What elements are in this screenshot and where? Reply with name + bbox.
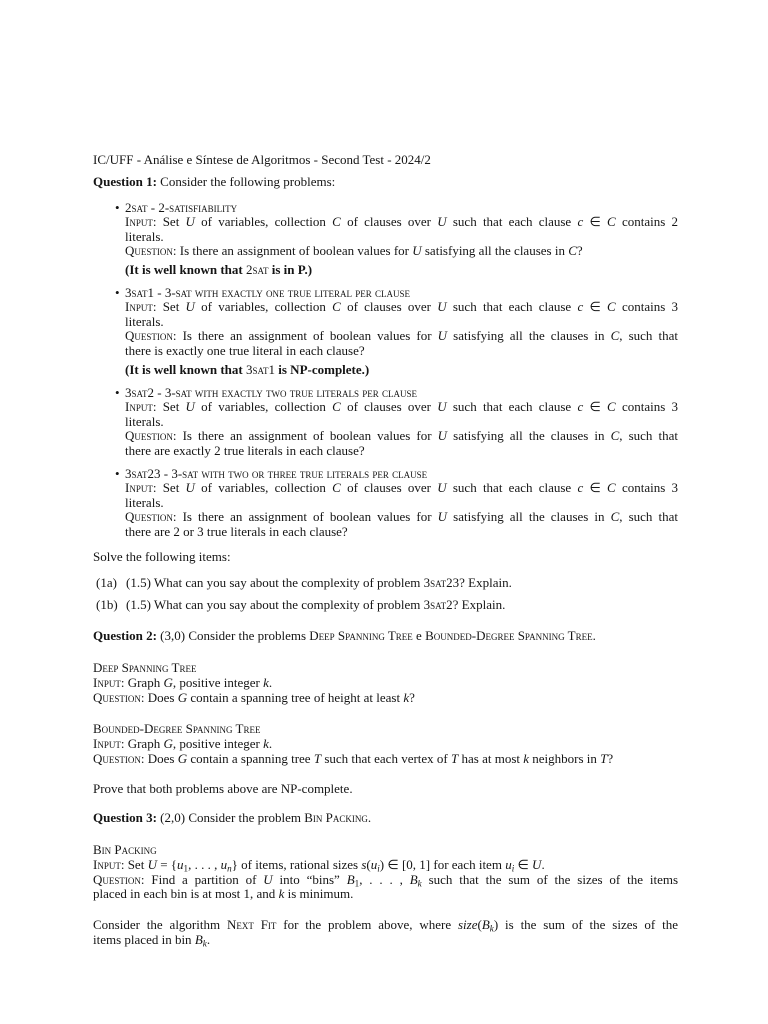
math-symbol: C <box>610 509 620 525</box>
text-run: items placed in bin <box>93 931 195 947</box>
small-caps-text: 3sat2 <box>423 597 453 613</box>
text-run: such that each clause <box>446 299 578 315</box>
problem-text-line <box>125 344 678 359</box>
text-run: contains 3 <box>615 480 679 496</box>
problem-text-line <box>125 444 678 459</box>
text-run: } of items, rational sizes <box>231 856 362 872</box>
text-run: of clauses over <box>340 480 438 496</box>
text-run: ∈ <box>514 856 533 872</box>
problem-question-line <box>125 429 678 444</box>
text-run: ∈ <box>583 214 608 230</box>
small-caps-text: Bin Packing <box>93 842 157 858</box>
text-run: contain a spanning tree of height at least <box>187 689 404 705</box>
math-symbol: c <box>577 480 584 496</box>
text-run: Set <box>156 299 186 315</box>
problem-item <box>93 467 678 540</box>
math-symbol: U <box>185 399 195 415</box>
text-run: . <box>268 675 273 691</box>
subscript: 1 <box>354 878 360 889</box>
text-run: Is there an assignment of boolean values for <box>176 509 438 525</box>
subscript: n <box>227 863 232 874</box>
text-run: ∈ <box>583 399 608 415</box>
small-caps-text: 3sat1 <box>246 361 276 377</box>
math-symbol: G <box>177 750 188 766</box>
document-header: IC/UFF - Análise e Síntese de Algoritmos - Second Test - 2024/2 <box>93 152 431 167</box>
text-run: = { <box>156 856 178 872</box>
text-run: of variables, collection <box>194 214 333 230</box>
text-run: e <box>412 628 426 644</box>
small-caps-text: Bin Packing <box>304 810 368 826</box>
math-symbol: T <box>451 750 459 766</box>
math-symbol: B <box>194 931 203 947</box>
math-symbol: T <box>600 750 608 766</box>
paragraph-line <box>93 933 678 948</box>
text-run: ∈ <box>583 299 608 315</box>
small-caps-text: Question: <box>125 428 177 444</box>
math-symbol: u <box>370 856 378 872</box>
problem-text-line <box>125 230 678 245</box>
question-intro <box>157 810 371 825</box>
text-run: Consider the algorithm <box>93 917 227 933</box>
text-run: . <box>268 736 273 752</box>
text-run: literals. <box>125 494 164 510</box>
problem-item <box>93 201 678 278</box>
subscript: k <box>489 923 494 934</box>
math-symbol: U <box>437 399 447 415</box>
math-symbol: C <box>332 480 341 496</box>
text-run: has at most <box>458 750 524 766</box>
sub-question-1a <box>93 576 678 591</box>
math-symbol: U <box>437 328 448 344</box>
math-symbol: U <box>147 856 157 872</box>
small-caps-text: Input: <box>125 399 157 415</box>
text-run: satisfying all the clauses in <box>447 328 611 344</box>
text-run: there is exactly one true literal in each clause? <box>125 343 365 358</box>
math-symbol: k <box>263 736 269 752</box>
text-run: Set <box>156 480 186 496</box>
text-run: ) is the sum of the sizes of the <box>493 917 678 933</box>
paragraph-line <box>93 918 678 933</box>
problem-name <box>125 386 678 401</box>
text-run: , such that <box>619 428 679 444</box>
problem-definition <box>93 722 678 766</box>
problem-item <box>93 286 678 378</box>
problem-name <box>125 286 678 301</box>
small-caps-text: Input: <box>93 856 125 872</box>
question-1-heading <box>93 175 678 190</box>
small-caps-text: 2sat <box>246 261 269 277</box>
problem-question-line <box>93 691 678 706</box>
problem-input-line <box>125 481 678 496</box>
question-3-heading <box>93 811 678 826</box>
math-symbol: U <box>185 299 195 315</box>
math-symbol: u <box>505 856 512 872</box>
small-caps-text: 3sat23 - 3-sat with two or three true literals per clause <box>125 465 428 481</box>
math-symbol: k <box>523 750 530 766</box>
small-caps-text: Input: <box>125 214 157 230</box>
math-symbol: B <box>409 871 418 887</box>
text-run: . <box>592 628 596 644</box>
text-run: neighbors in <box>529 750 601 766</box>
math-symbol: U <box>185 480 195 496</box>
text-run: , positive integer <box>172 675 264 691</box>
instructions-text: Solve the following items: <box>93 548 231 564</box>
text-run: , such that <box>619 509 679 525</box>
problem-text-line <box>93 887 678 902</box>
text-run: such that each vertex of <box>321 750 452 766</box>
problem-text-line <box>125 525 678 540</box>
text-run: of clauses over <box>340 214 438 230</box>
text-run: Consider the following problems: <box>156 173 336 189</box>
small-caps-text: 2sat - 2-satisfiability <box>125 199 238 215</box>
small-caps-text: Question: <box>93 689 145 705</box>
problem-note <box>125 263 678 278</box>
problem-definition <box>93 661 678 705</box>
text-run: (1.5) What can you say about the complexity of problem <box>126 574 424 590</box>
text-run: such that the sum of the sizes of the items <box>421 871 679 887</box>
small-caps-text: Question: <box>125 509 177 525</box>
small-caps-text: Question: <box>93 750 145 766</box>
small-caps-text: Deep Spanning Tree <box>309 628 413 644</box>
math-symbol: U <box>532 856 542 872</box>
problem-name <box>125 467 678 482</box>
text-run: ) ∈ [0, 1] for each item <box>379 856 506 872</box>
text-run: ( <box>477 917 482 933</box>
text-run: such that each clause <box>446 214 578 230</box>
question-label: Question 1: <box>93 173 157 189</box>
text-run: of variables, collection <box>194 299 333 315</box>
text-run: placed in each bin is at most 1, and <box>93 886 279 902</box>
instructions-text: Prove that both problems above are NP-complete. <box>93 781 353 797</box>
text-run: of variables, collection <box>194 480 333 496</box>
bold-text: (It is well known that <box>125 361 246 377</box>
text-run: literals. <box>125 413 164 429</box>
text-run: (2,0) Consider the problem <box>156 810 305 826</box>
text-run: contain a spanning tree <box>187 750 314 766</box>
math-symbol: G <box>163 675 173 691</box>
math-symbol: C <box>332 214 341 230</box>
problem-list <box>93 201 678 540</box>
text-run: Find a partition of <box>144 871 264 887</box>
text-run: , . . . , <box>359 871 410 887</box>
text-run: of clauses over <box>340 299 438 315</box>
math-symbol: c <box>577 299 584 315</box>
text-run: Is there an assignment of boolean values for <box>176 428 438 444</box>
math-symbol: k <box>278 886 285 902</box>
problem-question-line <box>93 752 678 767</box>
problem-text-line <box>125 315 678 330</box>
math-symbol: B <box>346 871 355 887</box>
problem-input-line <box>93 858 678 873</box>
small-caps-text: Input: <box>125 299 157 315</box>
problem-input-line <box>93 737 678 752</box>
math-symbol: s <box>361 856 367 872</box>
math-symbol: C <box>607 480 616 496</box>
problem-name <box>93 843 678 858</box>
math-symbol: c <box>577 214 584 230</box>
exam-document <box>93 153 678 948</box>
math-symbol: c <box>577 399 584 415</box>
small-caps-text: 3sat1 - 3-sat with exactly one true literal per clause <box>125 284 410 300</box>
small-caps-text: Input: <box>93 736 125 752</box>
small-caps-text: Deep Spanning Tree <box>93 660 197 676</box>
small-caps-text: 3sat2 - 3-sat with exactly two true literals per clause <box>125 384 417 400</box>
small-caps-text: 3sat23 <box>423 574 460 590</box>
text-run: contains 3 <box>615 299 679 315</box>
text-run: ( <box>366 856 371 872</box>
question-intro <box>157 628 596 643</box>
subscript: i <box>511 863 515 874</box>
problem-name <box>93 661 678 676</box>
problem-question-line <box>93 873 678 888</box>
text-run: satisfying all the clauses in <box>447 509 611 525</box>
small-caps-text: Question: <box>125 243 177 259</box>
problem-question-line <box>125 510 678 525</box>
math-symbol: C <box>607 214 616 230</box>
text-run: satisfying all the clauses in <box>447 428 611 444</box>
text-run: , . . . , <box>188 856 221 872</box>
math-symbol: U <box>437 480 447 496</box>
text-run: Does <box>144 689 178 705</box>
math-symbol: U <box>437 428 448 444</box>
text-run: (3,0) Consider the problems <box>156 628 310 644</box>
subscript: 1 <box>183 863 189 874</box>
text-run: Set <box>156 214 186 230</box>
problem-input-line <box>93 676 678 691</box>
problem-input-line <box>125 300 678 315</box>
text-run: . <box>206 931 211 947</box>
question-label: Question 3: <box>93 810 157 826</box>
bullet-icon <box>115 386 120 401</box>
problem-text-line <box>125 415 678 430</box>
math-symbol: size <box>458 917 478 933</box>
problem-input-line <box>125 215 678 230</box>
text-run: Does <box>144 750 178 766</box>
text-run: literals. <box>125 313 164 329</box>
text-run: contains 2 <box>615 214 679 230</box>
small-caps-text: Bounded-Degree Spanning Tree <box>425 628 593 644</box>
math-symbol: C <box>607 399 616 415</box>
problem-input-line <box>125 400 678 415</box>
math-symbol: C <box>568 243 577 259</box>
problem-question-line <box>125 244 678 259</box>
text-run: Graph <box>124 675 164 691</box>
text-run: there are 2 or 3 true literals in each clause? <box>125 523 348 539</box>
small-caps-text: Next Fit <box>226 917 277 933</box>
question-intro <box>157 174 335 189</box>
text-run: contains 3 <box>615 399 679 415</box>
math-symbol: u <box>177 856 184 872</box>
text-run: Is there an assignment of boolean values for <box>176 328 438 344</box>
problem-name <box>125 201 678 216</box>
question-2-heading <box>93 629 678 644</box>
bold-text: is in P.) <box>268 261 313 277</box>
subscript: k <box>202 938 207 949</box>
text-run: Is there an assignment of boolean values for <box>176 243 413 259</box>
math-symbol: k <box>403 689 410 705</box>
subscript: i <box>377 863 380 874</box>
math-symbol: k <box>263 675 269 691</box>
problem-item <box>93 386 678 459</box>
item-text <box>126 575 512 590</box>
text-run: Set <box>156 399 186 415</box>
text-run: such that each clause <box>446 480 578 496</box>
math-symbol: G <box>177 689 188 705</box>
bold-text: is NP-complete.) <box>275 361 370 377</box>
text-run: , such that <box>619 328 679 344</box>
bold-text: (It is well known that <box>125 261 246 277</box>
sub-question-1b <box>93 598 678 613</box>
text-run: Set <box>124 856 148 872</box>
math-symbol: C <box>332 299 341 315</box>
text-run: ? <box>409 689 415 705</box>
bullet-icon <box>115 286 120 301</box>
problem-definition <box>93 843 678 901</box>
text-run: into “bins” <box>272 871 347 887</box>
math-symbol: C <box>332 399 341 415</box>
math-symbol: U <box>437 509 448 525</box>
text-run: ∈ <box>583 480 608 496</box>
math-symbol: U <box>185 214 195 230</box>
item-label: (1b) <box>96 597 118 613</box>
text-run: such that each clause <box>446 399 578 415</box>
text-run: ? Explain. <box>452 597 506 613</box>
text-run: is minimum. <box>284 886 354 902</box>
small-caps-text: Bounded-Degree Spanning Tree <box>93 721 261 737</box>
problem-text-line <box>125 496 678 511</box>
small-caps-text: Question: <box>125 328 177 344</box>
math-symbol: C <box>610 428 620 444</box>
bullet-icon <box>115 201 120 216</box>
math-symbol: T <box>313 750 322 766</box>
small-caps-text: Input: <box>93 675 125 691</box>
math-symbol: C <box>607 299 616 315</box>
small-caps-text: Question: <box>93 871 145 887</box>
text-run: ? <box>576 243 583 259</box>
text-run: (1.5) What can you say about the complexity of problem <box>126 597 424 613</box>
math-symbol: B <box>481 917 490 933</box>
text-run: there are exactly 2 true literals in each clause? <box>125 442 365 458</box>
text-run: of variables, collection <box>194 399 333 415</box>
bullet-icon <box>115 467 120 482</box>
math-symbol: C <box>610 328 620 344</box>
problem-note <box>125 363 678 378</box>
subscript: k <box>417 878 422 889</box>
text-run: ? <box>607 750 614 766</box>
math-symbol: U <box>437 214 447 230</box>
text-run: literals. <box>125 228 164 244</box>
question-label: Question 2: <box>93 628 157 644</box>
math-symbol: G <box>163 736 173 752</box>
math-symbol: U <box>263 871 273 887</box>
algorithm-paragraph <box>93 918 678 947</box>
small-caps-text: Input: <box>125 480 157 496</box>
math-symbol: U <box>437 299 447 315</box>
text-run: satisfying all the clauses in <box>421 243 569 259</box>
text-run: Graph <box>124 736 164 752</box>
item-label: (1a) <box>96 574 117 590</box>
text-run: . <box>541 856 545 872</box>
text-run: , positive integer <box>172 736 264 752</box>
text-run: ? Explain. <box>459 574 512 590</box>
math-symbol: u <box>220 856 228 872</box>
problem-name <box>93 722 678 737</box>
math-symbol: U <box>412 243 422 259</box>
problem-question-line <box>125 329 678 344</box>
item-text <box>126 597 505 612</box>
text-run: . <box>367 810 372 826</box>
text-run: for the problem above, where <box>276 917 458 933</box>
text-run: of clauses over <box>340 399 438 415</box>
